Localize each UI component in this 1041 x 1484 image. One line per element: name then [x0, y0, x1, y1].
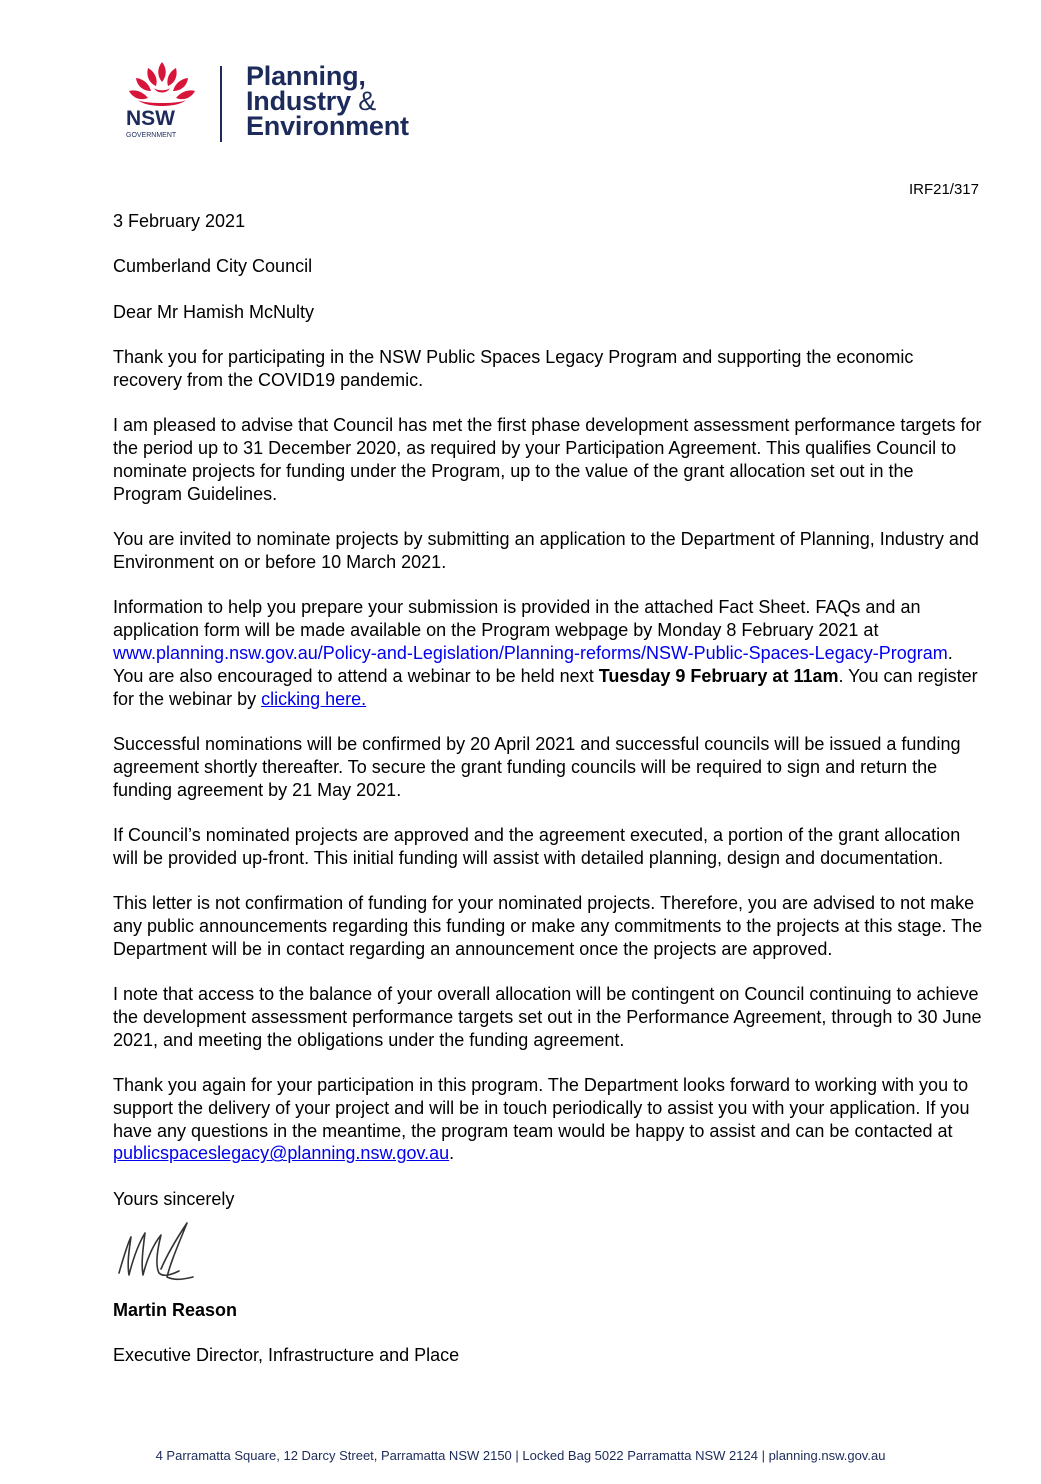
paragraph-2: I am pleased to advise that Council has met the first phase development assessment performance targets for the period up to 31 December 2020, as required by your Participation Agreement. This qualifies Council to nominate projects for funding under the Program, up to the value of the grant allocation set out in the Program Guidelines.: [113, 415, 982, 504]
waratah-icon: [124, 58, 214, 148]
paragraph-9: Thank you again for your participation in this program. The Department looks forward to working with you to support the delivery of your project and will be in touch periodically to assist you with your application. If you have any questions in the meantime, the program team would be happy to assist and can be contacted at publicspaceslegacy@planning.nsw.gov.au.: [113, 1075, 970, 1164]
paragraph-8: I note that access to the balance of your overall allocation will be contingent on Council continuing to achieve the development assessment performance targets set out in the Performance Agreement, through to 30 June 2021, and meeting the obligations under the funding agreement.: [113, 984, 982, 1050]
letter-date: 3 February 2021: [113, 211, 246, 231]
logo-wordmark: NSW: [126, 107, 175, 130]
reference-number: IRF21/317: [908, 181, 979, 198]
webinar-date: Tuesday 9 February at 11am: [598, 665, 839, 686]
ampersand: &: [358, 86, 377, 116]
webinar-register-link[interactable]: clicking here.: [261, 688, 367, 709]
program-webpage-link[interactable]: www.planning.nsw.gov.au/Policy-and-Legislation/Planning-reforms/NSW-Public-Spaces-Legacy-Program: [113, 642, 948, 663]
paragraph-3: You are invited to nominate projects by submitting an application to the Department of Planning, Industry and Environment on or before 10 March 2021.: [113, 529, 979, 572]
logo-subtext: GOVERNMENT: [126, 132, 177, 139]
signer-name: Martin Reason: [113, 1299, 238, 1320]
dept-line-1: Planning,: [246, 61, 366, 91]
closing: Yours sincerely: [113, 1188, 235, 1209]
paragraph-1: Thank you for participating in the NSW Public Spaces Legacy Program and supporting the economic recovery from the COVID19 pandemic.: [113, 347, 914, 390]
salutation: Dear Mr Hamish McNulty: [113, 301, 315, 322]
paragraph-4: Information to help you prepare your submission is provided in the attached Fact Sheet. FAQs and an application form will be made available on the Program webpage by Monday 8 February 2021 at www.planning.nsw.gov.au/Policy-and-Legislation/Planning-reforms/NSW-Public-Spaces-Legacy-Program. You are also encouraged to attend a webinar to be held next Tuesday 9 February at 11am. You can register for the webinar by clicking here.: [113, 597, 978, 709]
dept-line-3: Environment: [246, 111, 409, 141]
logo-divider: [220, 66, 222, 142]
dept-line-2: Industry &: [246, 86, 377, 116]
paragraph-6: If Council’s nominated projects are approved and the agreement executed, a portion of the grant allocation will be provided up-front. This initial funding will assist with detailed planning, design and documentation.: [113, 824, 961, 868]
paragraph-5: Successful nominations will be confirmed by 20 April 2021 and successful councils will be issued a funding agreement shortly thereafter. To secure the grant funding councils will be required to sign and return the funding agreement by 21 May 2021.: [113, 733, 961, 800]
letter-body: [113, 210, 983, 1389]
signer-title: Executive Director, Infrastructure and Place: [113, 1345, 460, 1366]
signature-image: [115, 1215, 215, 1291]
footer-address: 4 Parramatta Square, 12 Darcy Street, Parramatta NSW 2150 | Locked Bag 5022 Parramatta NSW 2124 | planning.nsw.gov.au: [155, 1448, 886, 1463]
contact-email-link[interactable]: publicspaceslegacy@planning.nsw.gov.au: [113, 1143, 450, 1164]
paragraph-7: This letter is not confirmation of funding for your nominated projects. Therefore, you are advised to not make any public announcements regarding this funding or make any commitments to the projects at this stage. The Department will be in contact regarding an announcement once the projects are approved.: [113, 893, 983, 959]
department-name: [246, 61, 409, 141]
recipient: Cumberland City Council: [113, 256, 313, 277]
